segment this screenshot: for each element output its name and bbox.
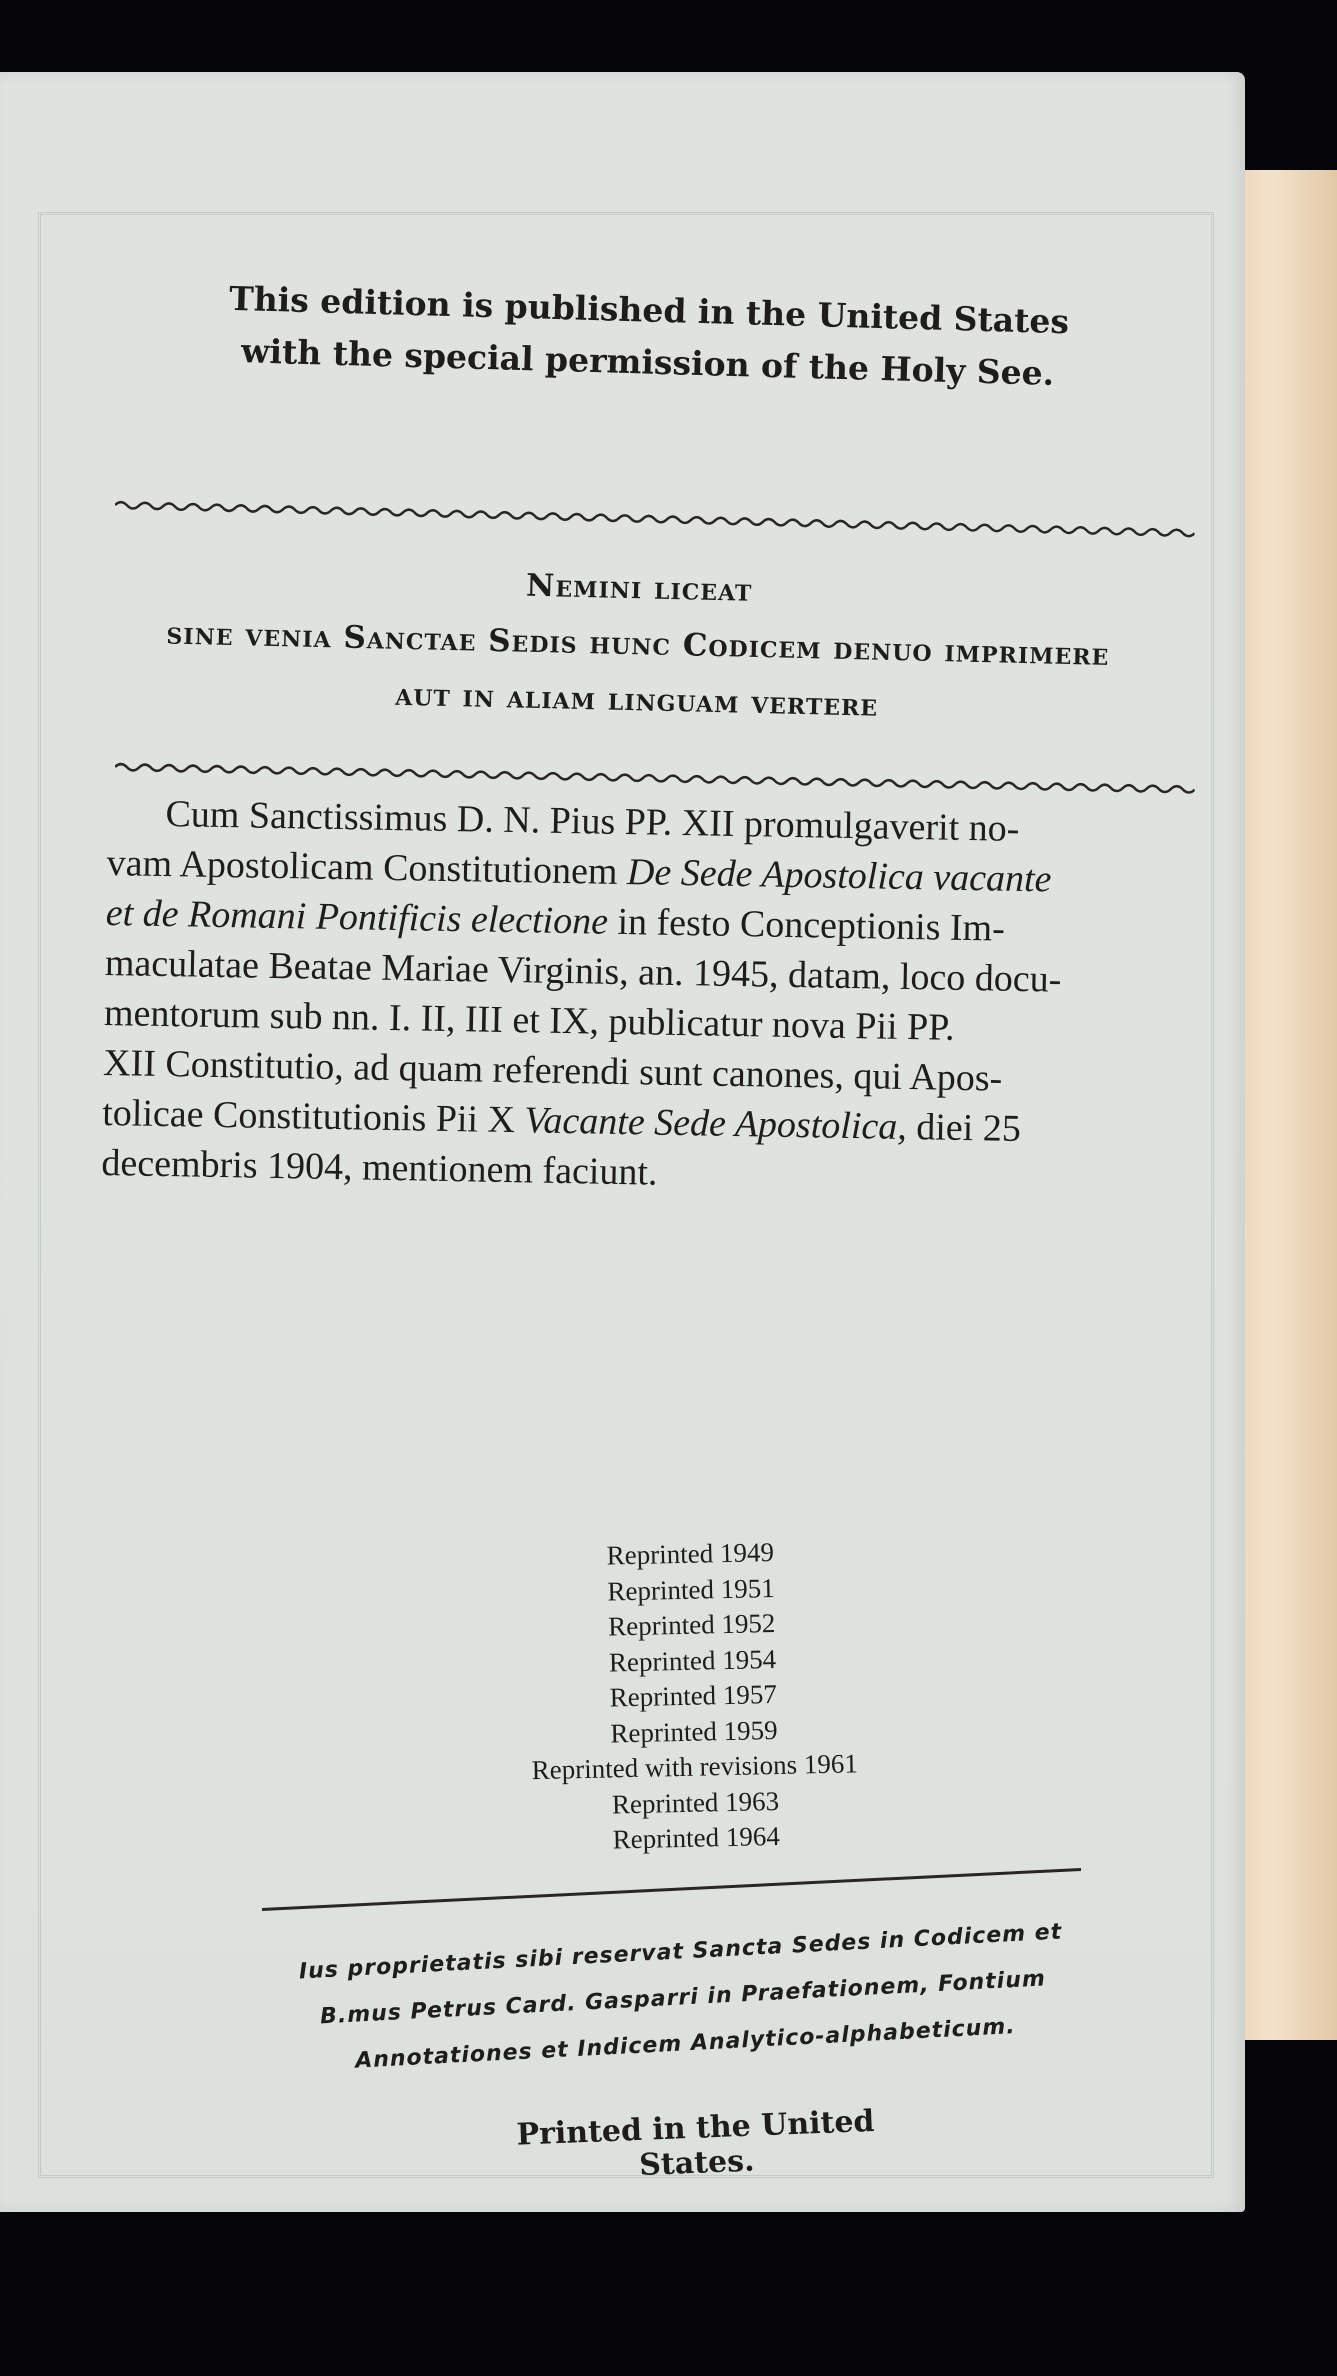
restriction-line-1: Nemini liceat — [525, 567, 753, 609]
paragraph-line-3-text: in festo Conceptionis Im- — [607, 900, 1006, 950]
page-text — [0, 72, 1245, 2212]
paragraph-line-2-italic: De Sede Apostolica vacante — [626, 851, 1052, 901]
restriction-line-2: sine venia Sanctae Sedis hunc Codicem denuo imprimere — [166, 615, 1110, 673]
paragraph-line-4: maculatae Beatae Mariae Virginis, an. 1945, datam, loco docu- — [104, 941, 1062, 1001]
publication-notice — [197, 272, 1100, 401]
wavy-rule-top — [115, 492, 1195, 546]
paragraph-line-6: XII Constitutio, ad quam referendi sunt canones, qui Apos- — [102, 1041, 1003, 1100]
reprint-line: Reprinted 1964 — [612, 1820, 781, 1855]
reprint-line: Reprinted with revisions 1961 — [531, 1748, 859, 1786]
reprint-line: Reprinted 1954 — [608, 1643, 777, 1677]
reprint-line: Reprinted 1951 — [607, 1572, 775, 1607]
paragraph-line-7-text: tolicae Constitutionis Pii X — [101, 1091, 525, 1142]
reprint-line: Reprinted 1963 — [611, 1785, 780, 1819]
notice-line-2: with the special permission of the Holy See. — [240, 331, 1055, 393]
reprint-line: Reprinted 1959 — [610, 1714, 778, 1748]
paragraph-line-1: Cum Sanctissimus D. N. Pius PP. XII promulgaverit no- — [165, 793, 1020, 850]
horizontal-rule — [262, 1868, 1081, 1911]
rights-line-2: B.mus Petrus Card. Gasparri in Praefationem, Fontium — [319, 1966, 1047, 2030]
paragraph-line-8: decembris 1904, mentionem faciunt. — [101, 1141, 658, 1194]
printed-in-notice: Printed in the United States. — [515, 2103, 876, 2183]
paragraph-line-3-italic: et de Romani Pontificis electione — [105, 891, 609, 943]
paragraph-line-5: mentorum sub nn. I. II, III et IX, publicatur nova Pii PP. — [103, 991, 955, 1049]
copyright-notice — [250, 1907, 1116, 2090]
paragraph-line-2-text: vam Apostolicam Constitutionem — [106, 841, 628, 894]
constitution-paragraph — [101, 788, 1183, 1207]
rights-line-3: Annotationes et Indicem Analytico-alphabeticum. — [354, 2014, 1017, 2074]
book-page — [0, 72, 1245, 2212]
reprint-line: Reprinted 1957 — [609, 1678, 778, 1713]
paragraph-line-7-italic: Vacante Sede Apostolica, — [524, 1099, 908, 1148]
restriction-line-3: aut in aliam linguam vertere — [394, 676, 879, 724]
reprint-history — [440, 1532, 947, 1862]
paragraph-line-7-end: diei 25 — [906, 1105, 1022, 1150]
notice-line-1: This edition is published in the United States — [228, 278, 1070, 342]
rights-line-1: Ius proprietatis sibi reservat Sancta Sedes in Codicem et — [298, 1919, 1063, 1985]
restriction-notice — [96, 548, 1180, 740]
reprint-line: Reprinted 1952 — [607, 1607, 776, 1642]
reprint-line: Reprinted 1949 — [606, 1537, 775, 1571]
